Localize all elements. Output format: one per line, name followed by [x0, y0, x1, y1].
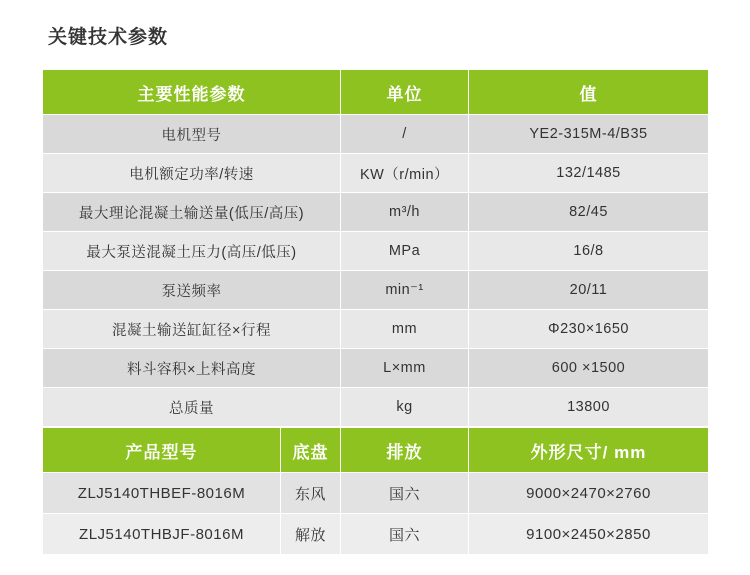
cell-chassis: 东风: [281, 473, 341, 514]
column-header-model: 产品型号: [43, 428, 281, 473]
column-header-chassis: 底盘: [281, 428, 341, 473]
cell-parameter: 最大泵送混凝土压力(高压/低压): [43, 232, 341, 271]
table-row: [43, 514, 709, 555]
cell-unit: L×mm: [341, 349, 469, 388]
cell-emission: 国六: [341, 514, 469, 555]
column-header-dimensions: 外形尺寸/ mm: [469, 428, 709, 473]
cell-value: 16/8: [469, 232, 709, 271]
cell-unit: /: [341, 115, 469, 154]
column-header-parameter: 主要性能参数: [43, 70, 341, 115]
table-row: [43, 310, 709, 349]
table-row: [43, 115, 709, 154]
table-row: [43, 271, 709, 310]
cell-unit: mm: [341, 310, 469, 349]
cell-unit: m³/h: [341, 193, 469, 232]
page-title: 关键技术参数: [48, 27, 169, 48]
table-row: [43, 349, 709, 388]
model-spec-table: [42, 427, 709, 555]
cell-model: ZLJ5140THBJF-8016M: [43, 514, 281, 555]
cell-value: 600 ×1500: [469, 349, 709, 388]
cell-parameter: 泵送频率: [43, 271, 341, 310]
cell-parameter: 电机额定功率/转速: [43, 154, 341, 193]
cell-unit: MPa: [341, 232, 469, 271]
cell-unit: KW（r/min）: [341, 154, 469, 193]
cell-value: YE2-315M-4/B35: [469, 115, 709, 154]
column-header-emission: 排放: [341, 428, 469, 473]
table-row: [43, 193, 709, 232]
cell-emission: 国六: [341, 473, 469, 514]
cell-parameter: 最大理论混凝土输送量(低压/高压): [43, 193, 341, 232]
table-row: [43, 154, 709, 193]
cell-unit: kg: [341, 388, 469, 427]
cell-parameter: 总质量: [43, 388, 341, 427]
cell-value: 20/11: [469, 271, 709, 310]
cell-parameter: 混凝土输送缸缸径×行程: [43, 310, 341, 349]
table-row: [43, 388, 709, 427]
cell-value: 13800: [469, 388, 709, 427]
cell-unit: min⁻¹: [341, 271, 469, 310]
table-header-row: [43, 70, 709, 115]
cell-parameter: 料斗容积×上料高度: [43, 349, 341, 388]
cell-value: 82/45: [469, 193, 709, 232]
main-spec-table: [42, 69, 709, 427]
table-row: [43, 232, 709, 271]
cell-dimensions: 9000×2470×2760: [469, 473, 709, 514]
cell-parameter: 电机型号: [43, 115, 341, 154]
cell-value: Φ230×1650: [469, 310, 709, 349]
cell-model: ZLJ5140THBEF-8016M: [43, 473, 281, 514]
cell-dimensions: 9100×2450×2850: [469, 514, 709, 555]
cell-value: 132/1485: [469, 154, 709, 193]
table-row: [43, 473, 709, 514]
cell-chassis: 解放: [281, 514, 341, 555]
table-header-row: [43, 428, 709, 473]
column-header-value: 值: [469, 70, 709, 115]
column-header-unit: 单位: [341, 70, 469, 115]
